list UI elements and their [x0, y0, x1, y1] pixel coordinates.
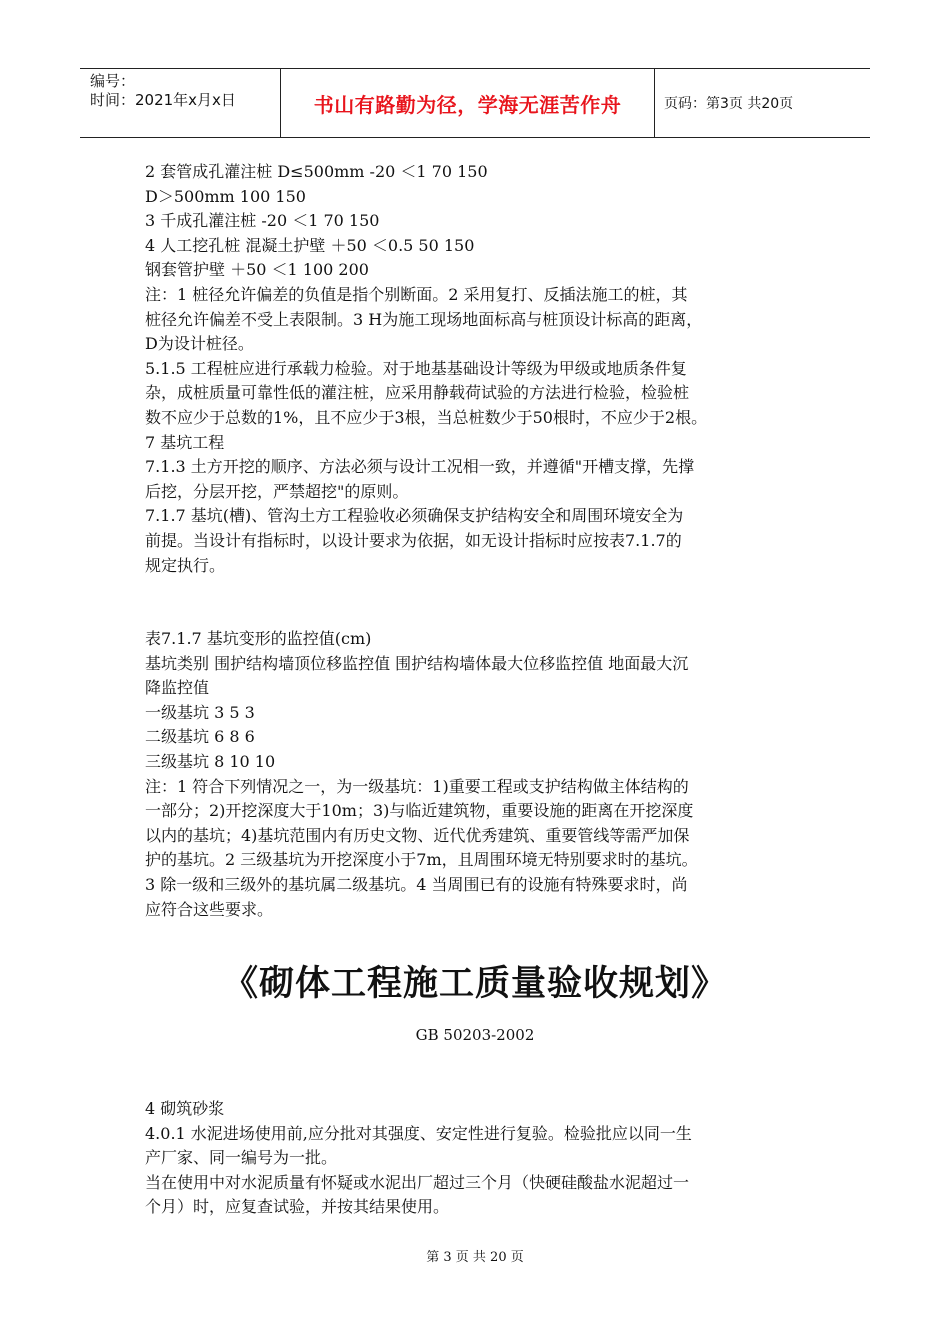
body-line: 产厂家、同一编号为一批。 [145, 1148, 338, 1168]
code-label: 编号： [90, 72, 136, 90]
table-line: 基坑类别 围护结构墙顶位移监控值 围护结构墙体最大位移监控值 地面最大沉 [145, 653, 689, 673]
header-motto: 书山有路勤为径，学海无涯苦作舟 [313, 92, 622, 117]
paragraph-gap [145, 578, 835, 627]
body-line: 2 套管成孔灌注桩 D≤500mm -20 ＜1 70 150 [145, 162, 488, 181]
body-line: 3 千成孔灌注桩 -20 ＜1 70 150 [145, 211, 380, 231]
table-line: 一部分；2)开挖深度大于10m；3)与临近建筑物，重要设施的距离在开挖深度 [145, 801, 694, 821]
table-line: 以内的基坑；4)基坑范围内有历史文物、近代优秀建筑、重要管线等需严加保 [145, 825, 690, 845]
body-line: 规定执行。 [145, 555, 226, 575]
page-footer: 第 3 页 共 20 页 [426, 1250, 524, 1265]
body-line: 桩径允许偏差不受上表限制。3 H为施工现场地面标高与桩顶设计标高的距离， [145, 309, 703, 329]
body-line: 4 人工挖孔桩 混凝土护壁 ＋50 ＜0.5 50 150 [145, 235, 475, 255]
page-header [80, 68, 870, 138]
table-line: 三级基坑 8 10 10 [145, 752, 276, 772]
body-line: 5.1.5 工程桩应进行承载力检验。对于地基基础设计等级为甲级或地质条件复 [145, 358, 687, 378]
table-line: 注：1 符合下列情况之一，为一级基坑：1)重要工程或支护结构做主体结构的 [145, 776, 689, 796]
table-line: 二级基坑 6 8 6 [145, 727, 255, 747]
table-line: 3 除一级和三级外的基坑属二级基坑。4 当周围已有的设施有特殊要求时，尚 [145, 875, 688, 895]
body-line: 前提。当设计有指标时，以设计要求为依据，如无设计指标时应按表7.1.7的 [145, 530, 682, 550]
section-title: 《砌体工程施工质量验收规划》 [222, 964, 727, 1004]
body-line: 后挖，分层开挖，严禁超挖"的原则。 [145, 481, 409, 501]
body-line: 7.1.7 基坑(槽)、管沟土方工程验收必须确保支护结构安全和周围环境安全为 [145, 506, 684, 526]
section2-text [145, 1097, 835, 1220]
body-line: D＞500mm 100 150 [145, 186, 306, 206]
body-line: 当在使用中对水泥质量有怀疑或水泥出厂超过三个月（快硬硅酸盐水泥超过一 [145, 1172, 690, 1192]
table-line: 护的基坑。2 三级基坑为开挖深度小于7m，且周围环境无特别要求时的基坑。 [145, 850, 698, 870]
body-line: 个月）时，应复查试验，并按其结果使用。 [145, 1197, 450, 1217]
body-line: 注：1 桩径允许偏差的负值是指个别断面。2 采用复打、反插法施工的桩，其 [145, 284, 688, 304]
standard-code: GB 50203-2002 [415, 1026, 535, 1044]
body-line: 7 基坑工程 [145, 432, 225, 452]
body-text [145, 160, 835, 922]
table-line: 一级基坑 3 5 3 [145, 702, 255, 722]
body-line: 4.0.1 水泥进场使用前,应分批对其强度、安定性进行复验。检验批应以同一生 [145, 1123, 692, 1143]
table-line: 表7.1.7 基坑变形的监控值(cm) [145, 629, 372, 649]
body-line: 数不应少于总数的1%，且不应少于3根，当总桩数少于50根时，不应少于2根。 [145, 407, 708, 427]
body-line: 钢套管护壁 ＋50 ＜1 100 200 [145, 260, 369, 280]
body-line: 7.1.3 土方开挖的顺序、方法必须与设计工况相一致，并遵循"开槽支撑，先撑 [145, 457, 695, 477]
header-page-info: 页码：第3页 共20页 [664, 96, 794, 112]
body-line: D为设计桩径。 [145, 334, 254, 354]
header-divider [654, 69, 655, 137]
body-line: 杂，成桩质量可靠性低的灌注桩，应采用静载荷试验的方法进行检验，检验桩 [145, 383, 690, 403]
table-line: 应符合这些要求。 [145, 899, 274, 919]
date-label: 时间：2021年x月x日 [90, 91, 236, 109]
header-meta [80, 69, 280, 137]
table-line: 降监控值 [145, 678, 210, 698]
body-line: 4 砌筑砂浆 [145, 1099, 225, 1118]
